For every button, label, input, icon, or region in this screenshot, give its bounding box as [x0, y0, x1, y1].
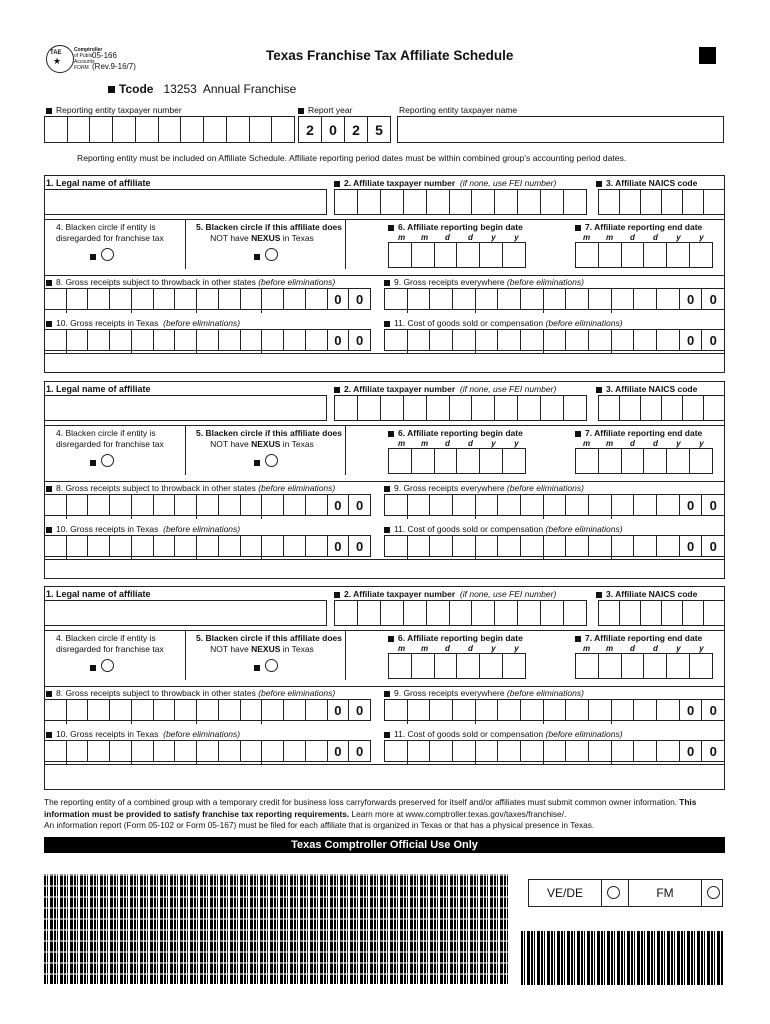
- date-letter: d: [445, 644, 450, 653]
- nexus-circle[interactable]: [265, 248, 278, 261]
- disregarded-marker: [90, 254, 96, 260]
- row-divider: [44, 275, 725, 276]
- disregarded-marker: [90, 460, 96, 466]
- footer-bold-text: This information must be provided to satisfy franchise tax reporting requirements.: [44, 797, 697, 819]
- cents-digit: 0: [328, 700, 350, 720]
- disregarded-circle[interactable]: [101, 248, 114, 261]
- cents-digit: 0: [709, 497, 717, 513]
- date-letter: y: [699, 644, 704, 653]
- date-letter: d: [445, 439, 450, 448]
- fei-label: 2. Affiliate taxpayer number (if none, use FEI number): [334, 384, 556, 394]
- barcode-1d: [521, 931, 724, 985]
- fei-number-field[interactable]: [334, 600, 587, 626]
- taxpayer-number-field[interactable]: [44, 116, 295, 143]
- date-field[interactable]: [575, 448, 713, 474]
- disregarded-label: 4. Blacken circle if entity is disregarded for franchise tax: [56, 428, 164, 449]
- legal-name-label: 1. Legal name of affiliate: [46, 384, 151, 394]
- date-field[interactable]: [575, 653, 713, 679]
- tcode-desc: Annual Franchise: [202, 82, 297, 96]
- date-letter: d: [630, 233, 635, 242]
- amount-field[interactable]: [384, 699, 725, 721]
- nexus-marker: [254, 254, 260, 260]
- cents-digit: 0: [328, 330, 350, 350]
- date-letter: y: [514, 233, 519, 242]
- legal-name-field[interactable]: [44, 395, 327, 421]
- fei-label: 2. Affiliate taxpayer number (if none, use FEI number): [334, 589, 556, 599]
- cents-digit: 0: [709, 291, 717, 307]
- date-field[interactable]: [388, 448, 526, 474]
- date-letter: y: [491, 439, 496, 448]
- year-digit: 2: [299, 117, 322, 142]
- row-divider: [44, 481, 725, 482]
- cents-digit: 0: [680, 536, 703, 556]
- amount-field[interactable]: [44, 288, 371, 310]
- agency-line: FORM: [74, 65, 89, 71]
- date-letter: m: [397, 439, 406, 448]
- date-letter: m: [582, 233, 591, 242]
- legal-name-field[interactable]: [44, 189, 327, 215]
- date-letter: m: [582, 644, 591, 653]
- end-date-label: 7. Affiliate reporting end date: [575, 222, 702, 232]
- tcode-label: Tcode: [119, 82, 154, 96]
- corner-mark: [699, 47, 716, 64]
- throwback-label: 8. Gross receipts subject to throwback in other states (before eliminations): [46, 483, 335, 493]
- barcode-overlay: [44, 874, 510, 984]
- footer-text: The reporting entity of a combined group with a temporary credit for business loss carryforwards preserved for itself and/or affiliates must submit common owner information.: [44, 797, 680, 807]
- year-digit: 2: [345, 117, 368, 142]
- date-letter: m: [582, 439, 591, 448]
- footer-paragraph: [44, 797, 728, 832]
- amount-field[interactable]: [44, 699, 371, 721]
- fm-circle-cell: [702, 880, 722, 906]
- fm-circle[interactable]: [707, 886, 720, 899]
- form-revision: (Rev.9-16/7): [92, 62, 136, 71]
- cents-digit: 0: [680, 741, 703, 761]
- texas-receipts-label: 10. Gross receipts in Texas (before eliminations): [46, 318, 240, 328]
- date-letter: m: [420, 644, 429, 653]
- cents-digit: 0: [680, 289, 703, 309]
- amount-field[interactable]: [384, 535, 725, 557]
- amount-field[interactable]: [44, 740, 371, 762]
- disregarded-label: 4. Blacken circle if entity is disregarded for franchise tax: [56, 222, 164, 243]
- date-format-labels: [575, 439, 713, 448]
- agency-line: Comptroller: [74, 47, 103, 53]
- texas-receipts-label: 10. Gross receipts in Texas (before eliminations): [46, 729, 240, 739]
- date-letter: y: [676, 233, 681, 242]
- disregarded-label: 4. Blacken circle if entity is disregarded for franchise tax: [56, 633, 164, 654]
- nexus-label: 5. Blacken circle if this affiliate does NOT have NEXUS in Texas: [196, 633, 342, 654]
- taxpayer-name-field[interactable]: [397, 116, 724, 143]
- cogs-label: 11. Cost of goods sold or compensation (before eliminations): [384, 318, 623, 328]
- date-format-labels: [390, 439, 528, 448]
- cents-digit: 0: [709, 332, 717, 348]
- date-letter: d: [653, 233, 658, 242]
- date-letter: y: [676, 439, 681, 448]
- official-use-label: Texas Comptroller Official Use Only: [291, 839, 478, 851]
- form-title: Texas Franchise Tax Affiliate Schedule: [266, 48, 514, 63]
- nexus-label: 5. Blacken circle if this affiliate does NOT have NEXUS in Texas: [196, 428, 342, 449]
- fei-number-field[interactable]: [334, 395, 587, 421]
- year-digit: 0: [322, 117, 345, 142]
- date-letter: d: [653, 439, 658, 448]
- nexus-marker: [254, 460, 260, 466]
- vede-label: VE/DE: [529, 880, 602, 906]
- row-divider: [44, 764, 725, 765]
- cents-digit: 0: [328, 495, 350, 515]
- everywhere-label: 9. Gross receipts everywhere (before eliminations): [384, 483, 584, 493]
- date-letter: y: [514, 439, 519, 448]
- row-divider: [44, 686, 725, 687]
- form-number: 05-166: [92, 51, 117, 60]
- amount-field[interactable]: [384, 329, 725, 351]
- cents-digit: 0: [356, 291, 364, 307]
- date-letter: y: [676, 644, 681, 653]
- seal-text: TAE: [50, 50, 62, 56]
- amount-field[interactable]: [44, 535, 371, 557]
- date-letter: m: [420, 233, 429, 242]
- amount-field[interactable]: [384, 288, 725, 310]
- begin-date-label: 6. Affiliate reporting begin date: [388, 222, 523, 232]
- date-letter: m: [605, 439, 614, 448]
- end-date-label: 7. Affiliate reporting end date: [575, 428, 702, 438]
- naics-label: 3. Affiliate NAICS code: [596, 384, 697, 394]
- cents-digit: 0: [709, 743, 717, 759]
- date-letter: d: [630, 644, 635, 653]
- footer-text-2: An information report (Form 05-102 or Form 05-167) must be filed for each affiliate that is organized in Texas or that has a physical presence in Texas.: [44, 820, 595, 830]
- date-letter: m: [420, 439, 429, 448]
- date-letter: y: [491, 644, 496, 653]
- throwback-label: 8. Gross receipts subject to throwback in other states (before eliminations): [46, 277, 335, 287]
- cents-digit: 0: [356, 702, 364, 718]
- cents-digit: 0: [356, 743, 364, 759]
- tcode-row: [108, 82, 296, 96]
- amount-field[interactable]: [44, 329, 371, 351]
- date-letter: d: [445, 233, 450, 242]
- date-format-labels: [390, 644, 528, 653]
- cogs-label: 11. Cost of goods sold or compensation (before eliminations): [384, 729, 623, 739]
- date-format-labels: [575, 644, 713, 653]
- date-letter: d: [653, 644, 658, 653]
- footer-link-text: Learn more at www.comptroller.texas.gov/taxes/franchise/.: [349, 808, 567, 819]
- disregarded-marker: [90, 665, 96, 671]
- agency-line: Accounts: [74, 59, 95, 65]
- agency-line: of Public: [74, 53, 94, 59]
- date-letter: y: [699, 439, 704, 448]
- disregarded-circle[interactable]: [101, 659, 114, 672]
- year-digit: 5: [375, 121, 383, 138]
- star-icon: ★: [53, 56, 62, 66]
- naics-label: 3. Affiliate NAICS code: [596, 178, 697, 188]
- cents-digit: 0: [328, 289, 350, 309]
- disregarded-circle[interactable]: [101, 454, 114, 467]
- date-field[interactable]: [575, 242, 713, 268]
- fei-label: 2. Affiliate taxpayer number (if none, use FEI number): [334, 178, 556, 188]
- cents-digit: 0: [356, 332, 364, 348]
- date-letter: y: [699, 233, 704, 242]
- date-letter: d: [468, 439, 473, 448]
- cents-digit: 0: [328, 536, 350, 556]
- texas-receipts-label: 10. Gross receipts in Texas (before eliminations): [46, 524, 240, 534]
- nexus-marker: [254, 665, 260, 671]
- amount-field[interactable]: [384, 740, 725, 762]
- date-letter: m: [397, 644, 406, 653]
- taxpayer-number-label: Reporting entity taxpayer number: [46, 105, 182, 115]
- date-format-labels: [390, 233, 528, 242]
- date-letter: d: [630, 439, 635, 448]
- amount-field[interactable]: [384, 494, 725, 516]
- date-letter: d: [468, 644, 473, 653]
- date-format-labels: [575, 233, 713, 242]
- cents-digit: 0: [680, 495, 703, 515]
- fm-label: FM: [629, 880, 702, 906]
- naics-field[interactable]: [598, 189, 725, 215]
- date-letter: y: [491, 233, 496, 242]
- everywhere-label: 9. Gross receipts everywhere (before eliminations): [384, 277, 584, 287]
- legal-name-label: 1. Legal name of affiliate: [46, 178, 151, 188]
- notice-text: Reporting entity must be included on Affiliate Schedule. Affiliate reporting period dates must be within combined group's accounting period dates.: [77, 153, 627, 163]
- report-year-field[interactable]: [298, 116, 391, 143]
- cents-digit: 0: [709, 702, 717, 718]
- date-letter: d: [468, 233, 473, 242]
- taxpayer-name-label: Reporting entity taxpayer name: [399, 105, 518, 115]
- cents-digit: 0: [356, 538, 364, 554]
- vede-fm-box: [528, 879, 723, 907]
- begin-date-label: 6. Affiliate reporting begin date: [388, 633, 523, 643]
- cents-digit: 0: [709, 538, 717, 554]
- vede-circle[interactable]: [607, 886, 620, 899]
- legal-name-label: 1. Legal name of affiliate: [46, 589, 151, 599]
- vede-circle-cell: [602, 880, 629, 906]
- report-year-label: Report year: [298, 105, 352, 115]
- end-date-label: 7. Affiliate reporting end date: [575, 633, 702, 643]
- tcode-value: 13253: [163, 82, 197, 96]
- naics-field[interactable]: [598, 600, 725, 626]
- date-letter: y: [514, 644, 519, 653]
- row-divider: [44, 559, 725, 560]
- cents-digit: 0: [328, 741, 350, 761]
- everywhere-label: 9. Gross receipts everywhere (before eliminations): [384, 688, 584, 698]
- throwback-label: 8. Gross receipts subject to throwback in other states (before eliminations): [46, 688, 335, 698]
- cogs-label: 11. Cost of goods sold or compensation (before eliminations): [384, 524, 623, 534]
- date-letter: m: [605, 644, 614, 653]
- fei-number-field[interactable]: [334, 189, 587, 215]
- row-divider: [44, 353, 725, 354]
- nexus-label: 5. Blacken circle if this affiliate does NOT have NEXUS in Texas: [196, 222, 342, 243]
- cents-digit: 0: [680, 330, 703, 350]
- nexus-circle[interactable]: [265, 454, 278, 467]
- date-letter: m: [397, 233, 406, 242]
- begin-date-label: 6. Affiliate reporting begin date: [388, 428, 523, 438]
- amount-field[interactable]: [44, 494, 371, 516]
- legal-name-field[interactable]: [44, 600, 327, 626]
- naics-field[interactable]: [598, 395, 725, 421]
- date-field[interactable]: [388, 653, 526, 679]
- official-use-bar: [44, 837, 725, 853]
- cents-digit: 0: [680, 700, 703, 720]
- nexus-circle[interactable]: [265, 659, 278, 672]
- naics-label: 3. Affiliate NAICS code: [596, 589, 697, 599]
- cents-digit: 0: [356, 497, 364, 513]
- date-field[interactable]: [388, 242, 526, 268]
- date-letter: m: [605, 233, 614, 242]
